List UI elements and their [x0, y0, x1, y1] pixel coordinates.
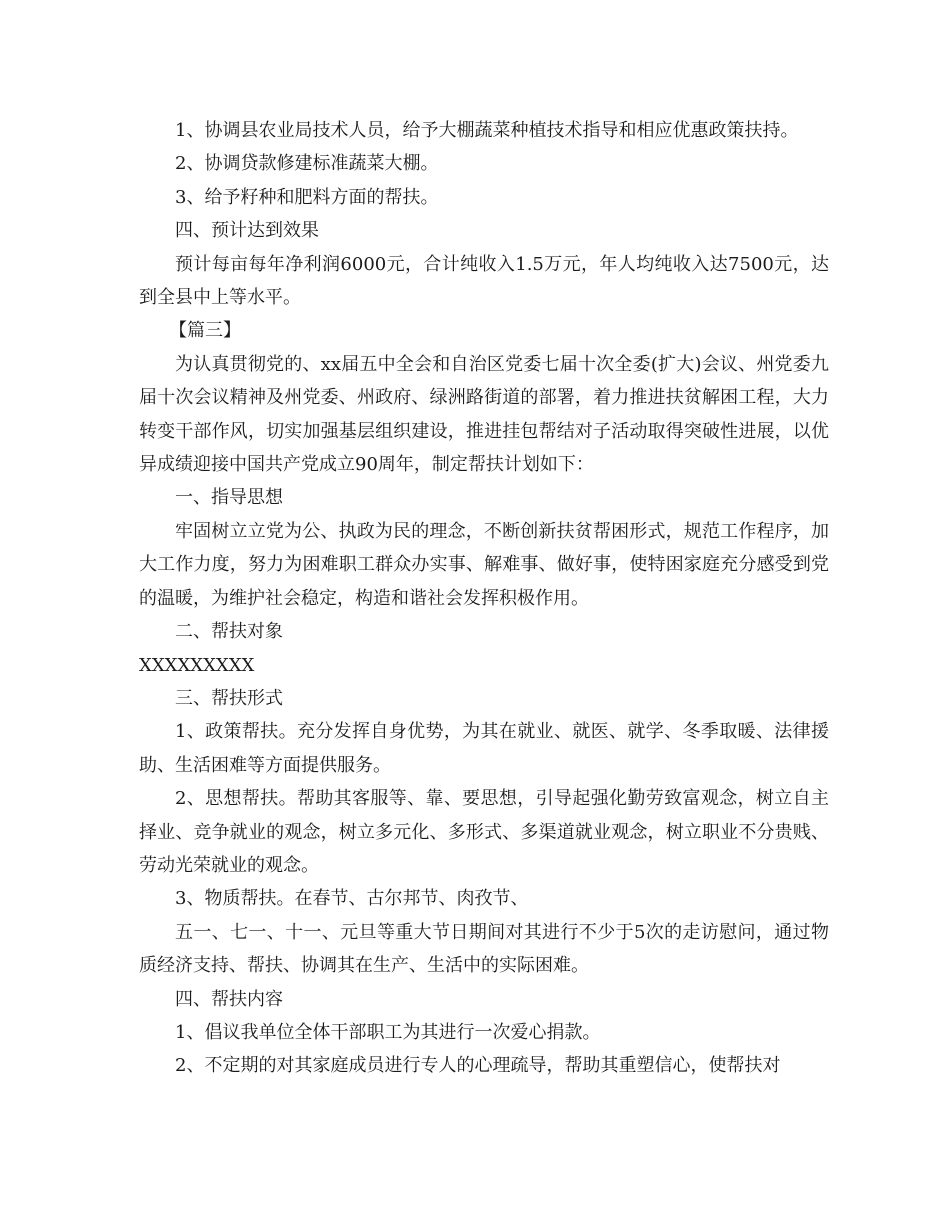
section-heading-assistance-content: 四、帮扶内容 — [175, 988, 283, 1010]
paragraph-policy-assistance: 1、政策帮扶。充分发挥自身优势，为其在就业、就医、就学、冬季取暖、法律援助、生活困难等方面提供服务。 — [139, 721, 829, 776]
paragraph-seed-fertilizer: 3、给予籽种和肥料方面的帮扶。 — [175, 186, 439, 208]
section-heading-expected-results: 四、预计达到效果 — [175, 220, 319, 242]
paragraph-expected-income: 预计每亩每年净利润6000元，合计纯收入1.5万元，年人均纯收入达7500元，达到全县中上等水平。 — [139, 253, 829, 309]
paragraph-guiding-thought: 牢固树立立党为公、执政为民的理念，不断创新扶贫帮困形式，规范工作程序，加大工作力度，努力为困难职工群众办实事、解难事、做好事，使特困家庭充分感受到党的温暖，为维护社会稳定，构造和谐社会发挥积极作用。 — [139, 520, 829, 609]
section-heading-guiding-thought: 一、指导思想 — [175, 487, 283, 509]
paragraph-coordinate-loans: 2、协调贷款修建标准蔬菜大棚。 — [175, 153, 439, 175]
document-body — [139, 114, 829, 1083]
paragraph-donation-proposal: 1、倡议我单位全体干部职工为其进行一次爱心捐款。 — [175, 1021, 601, 1043]
chapter-heading-part-three: 【篇三】 — [169, 320, 241, 342]
paragraph-holiday-visits: 五一、七一、十一、元旦等重大节日期间对其进行不少于5次的走访慰问，通过物质经济支持、帮扶、协调其在生产、生活中的实际困难。 — [139, 921, 829, 977]
paragraph-material-assistance: 3、物质帮扶。在春节、古尔邦节、肉孜节、 — [175, 888, 529, 910]
paragraph-ideological-assistance: 2、思想帮扶。帮助其客服等、靠、要思想，引导起强化勤劳致富观念，树立自主择业、竞争就业的观念，树立多元化、多形式、多渠道就业观念，树立职业不分贵贱、劳动光荣就业的观念。 — [139, 788, 829, 876]
paragraph-introduction: 为认真贯彻党的、xx届五中全会和自治区党委七届十次全委(扩大)会议、州党委九届十次会议精神及州党委、州政府、绿洲路街道的部署，着力推进扶贫解困工程，大力转变干部作风，切实加强基层组织建设，推进挂包帮结对子活动取得突破性进展，以优异成绩迎接中国共产党成立90周年，制定帮扶计划如下： — [139, 353, 829, 476]
section-heading-assistance-forms: 三、帮扶形式 — [175, 687, 283, 709]
section-heading-assistance-target: 二、帮扶对象 — [175, 621, 283, 643]
paragraph-coordinate-tech-staff: 1、协调县农业局技术人员，给予大棚蔬菜种植技术指导和相应优惠政策扶持。 — [175, 120, 799, 141]
paragraph-psychological-counseling: 2、不定期的对其家庭成员进行专人的心理疏导，帮助其重塑信心，使帮扶对 — [175, 1055, 781, 1077]
paragraph-assistance-target: XXXXXXXXX — [139, 654, 255, 676]
